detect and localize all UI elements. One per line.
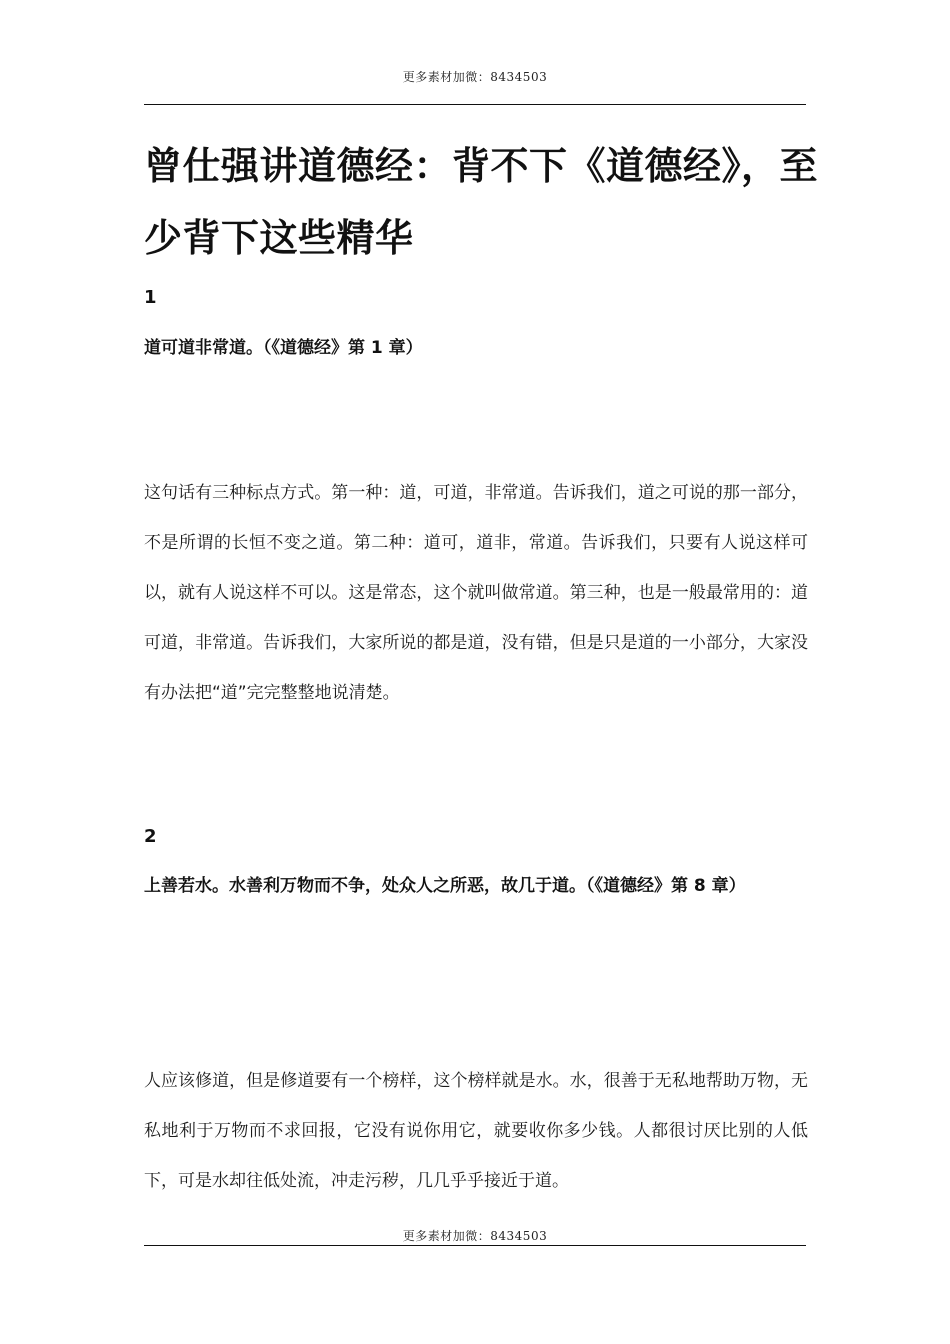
footer-divider [144, 1245, 806, 1246]
section-1-body: 这句话有三种标点方式。第一种：道，可道，非常道。告诉我们，道之可说的那一部分，不是所谓的长恒不变之道。第二种：道可，道非，常道。告诉我们，只要有人说这样可以，就有人说这样不可以。这是常态，这个就叫做常道。第三种，也是一般最常用的：道可道，非常道。告诉我们，大家所说的都是道，没有错，但是只是道的一小部分，大家没有办法把“道”完完整整地说清楚。 [144, 483, 808, 703]
header-divider [144, 104, 806, 105]
article-title: 曾仕强讲道德经：背不下《道德经》，至少背下这些精华 [144, 144, 819, 260]
footer-watermark-note: 更多素材加微：8434503 [402, 1229, 548, 1243]
section-2-body: 人应该修道，但是修道要有一个榜样，这个榜样就是水。水，很善于无私地帮助万物，无私地利于万物而不求回报，它没有说你用它，就要收你多少钱。人都很讨厌比别的人低下，可是水却往低处流，冲走污秽，几几乎乎接近于道。 [144, 1071, 808, 1191]
section-1-number: 1 [144, 287, 157, 308]
section-2-quote: 上善若水。水善利万物而不争，处众人之所恶，故几于道。（《道德经》第 8 章） [144, 876, 746, 896]
section-2-number: 2 [144, 826, 157, 847]
header-watermark-note: 更多素材加微：8434503 [402, 70, 548, 84]
section-1-quote: 道可道非常道。（《道德经》第 1 章） [144, 338, 423, 358]
